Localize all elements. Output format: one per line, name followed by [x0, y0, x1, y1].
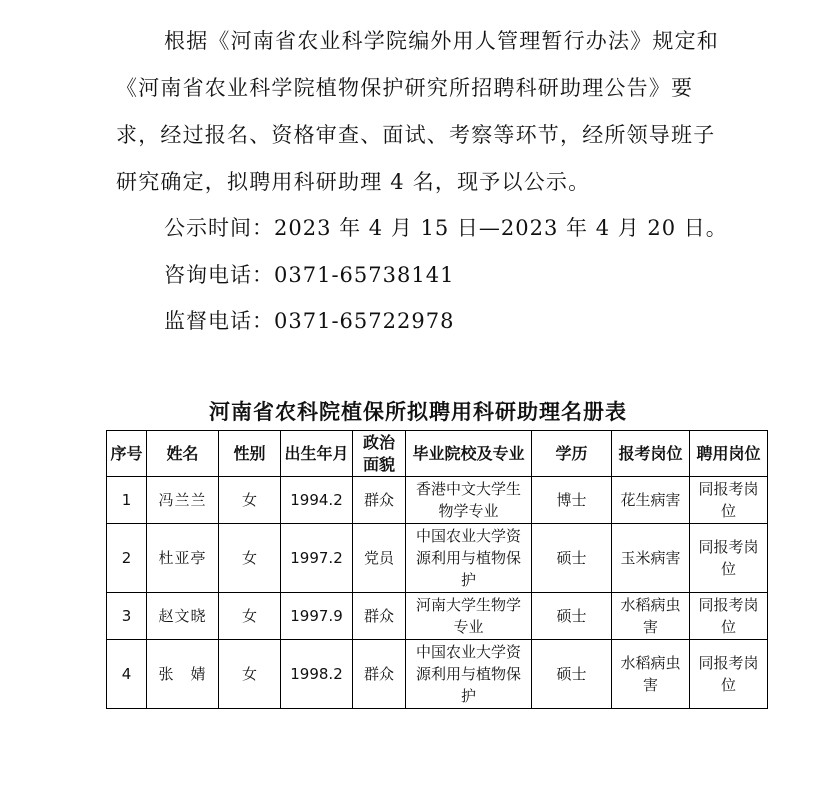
cell-political: 群众 — [353, 640, 406, 709]
cell-gender: 女 — [219, 640, 281, 709]
cell-degree: 硕士 — [532, 524, 612, 593]
cell-index: 2 — [107, 524, 147, 593]
header-birth: 出生年月 — [281, 431, 353, 477]
cell-birth: 1997.9 — [281, 593, 353, 640]
table-row — [107, 477, 768, 524]
notice-paragraph-text: 根据《河南省农业科学院编外用人管理暂行办法》规定和《河南省农业科学院植物保护研究所招聘科研助理公告》要求，经过报名、资格审查、面试、考察等环节，经所领导班子研究确定，拟聘用科研助理 4 名，现予以公示。 — [116, 29, 719, 194]
consult-phone: 咨询电话：0371-65738141 — [164, 263, 455, 287]
cell-birth: 1998.2 — [281, 640, 353, 709]
cell-applied-post: 水稻病虫害 — [612, 593, 690, 640]
header-gender: 性别 — [219, 431, 281, 477]
header-name: 姓名 — [147, 431, 219, 477]
cell-birth: 1994.2 — [281, 477, 353, 524]
table-header-row — [107, 431, 768, 477]
cell-hired-post: 同报考岗位 — [690, 640, 768, 709]
header-index: 序号 — [107, 431, 147, 477]
cell-school-major: 中国农业大学资源利用与植物保护 — [406, 640, 532, 709]
cell-applied-post: 玉米病害 — [612, 524, 690, 593]
cell-political: 党员 — [353, 524, 406, 593]
cell-index: 1 — [107, 477, 147, 524]
header-degree: 学历 — [532, 431, 612, 477]
table-row — [107, 593, 768, 640]
cell-applied-post: 水稻病虫害 — [612, 640, 690, 709]
cell-political: 群众 — [353, 593, 406, 640]
header-school-major: 毕业院校及专业 — [406, 431, 532, 477]
cell-name: 张 婧 — [147, 640, 219, 709]
cell-degree: 硕士 — [532, 593, 612, 640]
cell-school-major: 河南大学生物学专业 — [406, 593, 532, 640]
notice-period: 公示时间：2023 年 4 月 15 日—2023 年 4 月 20 日。 — [164, 216, 728, 240]
cell-hired-post: 同报考岗位 — [690, 524, 768, 593]
cell-birth: 1997.2 — [281, 524, 353, 593]
cell-gender: 女 — [219, 477, 281, 524]
header-political: 政治面貌 — [353, 431, 406, 477]
supervise-phone: 监督电话：0371-65722978 — [164, 309, 455, 333]
cell-gender: 女 — [219, 593, 281, 640]
applicant-table — [106, 430, 768, 709]
cell-hired-post: 同报考岗位 — [690, 593, 768, 640]
cell-name: 赵文晓 — [147, 593, 219, 640]
table-row — [107, 524, 768, 593]
table-row — [107, 640, 768, 709]
cell-degree: 硕士 — [532, 640, 612, 709]
cell-name: 杜亚亭 — [147, 524, 219, 593]
cell-degree: 博士 — [532, 477, 612, 524]
cell-hired-post: 同报考岗位 — [690, 477, 768, 524]
cell-applied-post: 花生病害 — [612, 477, 690, 524]
header-hired-post: 聘用岗位 — [690, 431, 768, 477]
cell-political: 群众 — [353, 477, 406, 524]
cell-gender: 女 — [219, 524, 281, 593]
header-applied-post: 报考岗位 — [612, 431, 690, 477]
cell-index: 4 — [107, 640, 147, 709]
notice-paragraph — [116, 18, 736, 206]
cell-school-major: 香港中文大学生物学专业 — [406, 477, 532, 524]
cell-name: 冯兰兰 — [147, 477, 219, 524]
cell-school-major: 中国农业大学资源利用与植物保护 — [406, 524, 532, 593]
cell-index: 3 — [107, 593, 147, 640]
table-title: 河南省农科院植保所拟聘用科研助理名册表 — [209, 399, 627, 424]
